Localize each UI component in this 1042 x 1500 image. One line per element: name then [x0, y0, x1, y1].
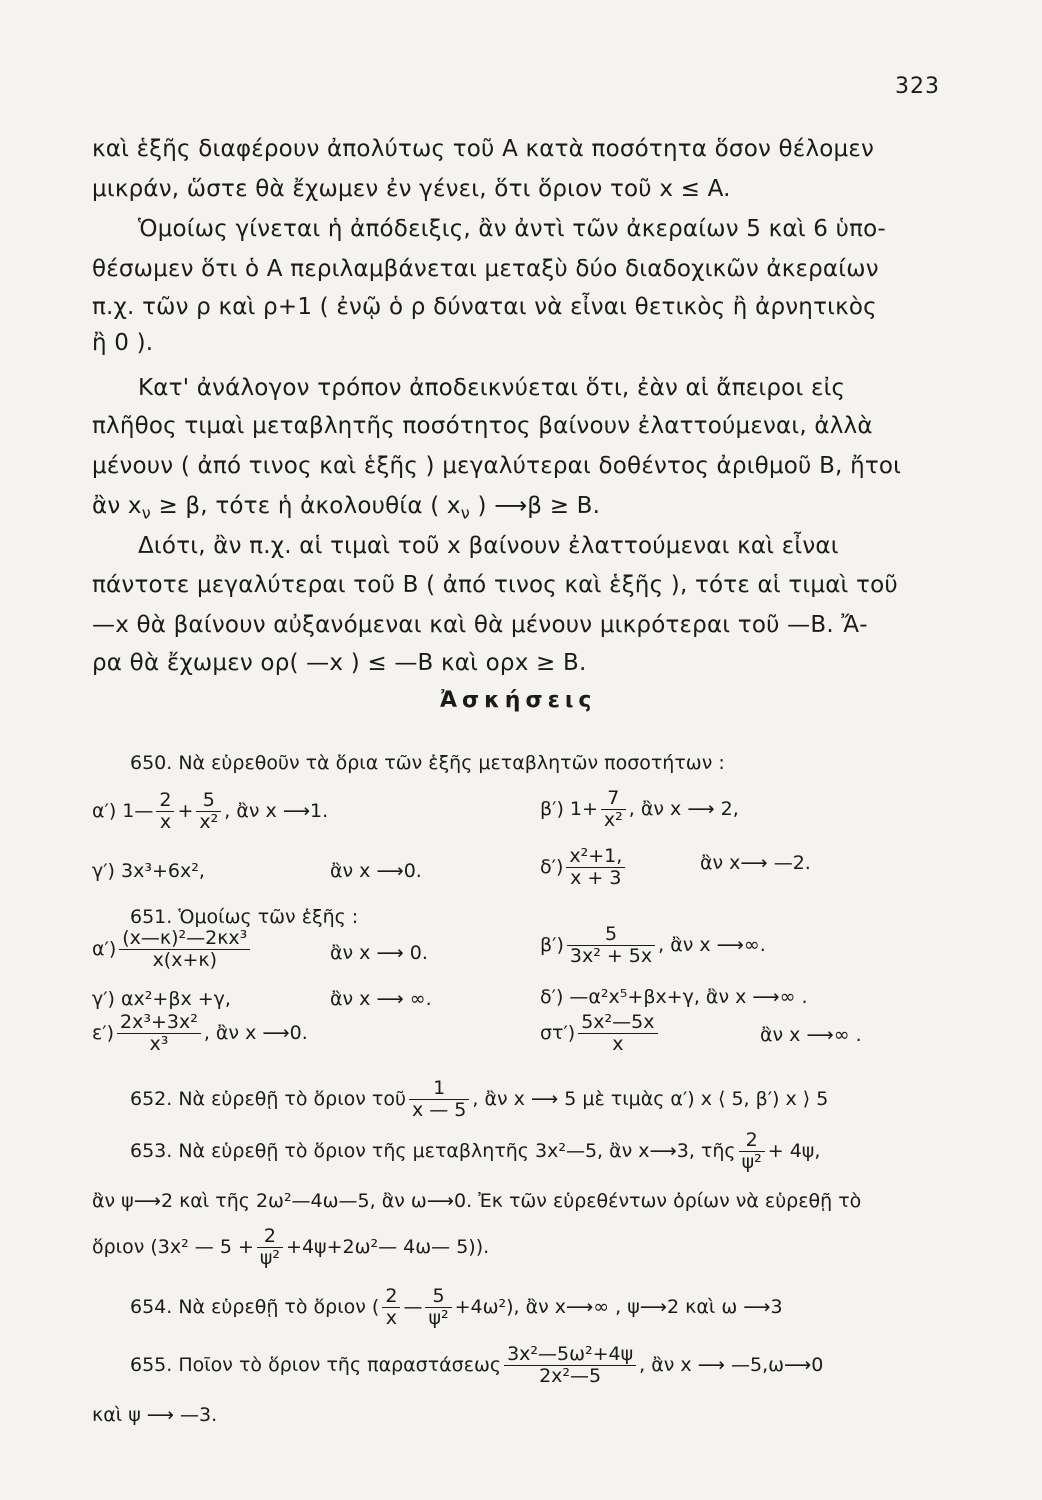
numerator: 7: [601, 788, 626, 810]
text-line: μικράν, ὥστε θὰ ἔχωμεν ἐν γένει, ὅτι ὅριον τοῦ x ≤ A.: [92, 176, 731, 202]
numerator: 5: [567, 924, 655, 946]
numerator: 5x²—5x: [578, 1012, 657, 1034]
exercise-651-e: [92, 1012, 308, 1055]
exercise-651-d: δ′) —α²x⁵+βx+γ, ἂν x ⟶∞ .: [540, 986, 808, 1008]
operator: —: [403, 1295, 423, 1318]
text-line: ἢ 0 ).: [92, 330, 154, 356]
exercise-650-d-cond: ἂν x⟶ —2.: [700, 852, 811, 874]
text-fragment: + 4ψ,: [767, 1139, 821, 1162]
numerator: 2: [382, 1286, 400, 1308]
text-fragment: 653. Νὰ εὑρεθῇ τὸ ὅριον τῆς μεταβλητῆς 3x²—5, ἂν x⟶3, τῆς: [130, 1139, 736, 1162]
exercise-651-title: 651. Ὁμοίως τῶν ἑξῆς :: [130, 906, 359, 928]
label: στ′): [540, 1021, 576, 1044]
text-line: [92, 493, 600, 523]
text-fragment: ἂν x: [92, 493, 142, 519]
label: α′) 1—: [92, 799, 154, 822]
denominator: x + 3: [570, 866, 622, 889]
numerator: 2: [257, 1226, 283, 1248]
label: ε′): [92, 1021, 114, 1044]
text-line: Ὁμοίως γίνεται ἡ ἀπόδειξις, ἂν ἀντὶ τῶν ἀκεραίων 5 καὶ 6 ὑπο-: [138, 216, 886, 242]
exercise-651-a: [92, 928, 253, 971]
subscript: ν: [460, 503, 470, 523]
label: α′): [92, 937, 117, 960]
fraction: [566, 846, 625, 889]
exercise-652: [130, 1078, 828, 1121]
text-line: Κατ' ἀνάλογον τρόπον ἀποδεικνύεται ὅτι, ἐὰν αἱ ἄπειροι εἰς: [138, 375, 846, 401]
numerator: 2: [156, 790, 174, 812]
numerator: 1: [409, 1078, 469, 1100]
text-line: π.χ. τῶν ρ καὶ ρ+1 ( ἐνῷ ὁ ρ δύναται νὰ εἶναι θετικὸς ἢ ἀρνητικὸς: [92, 294, 877, 320]
fraction: [257, 1226, 283, 1269]
label: γ′) 3x³+6x²,: [92, 860, 205, 882]
denominator: ψ²: [428, 1306, 449, 1329]
text-fragment: 654. Νὰ εὑρεθῇ τὸ ὅριον (: [130, 1295, 380, 1318]
exercise-651-c: γ′) αx²+βx +γ,: [92, 988, 231, 1010]
page-number: 323: [895, 74, 940, 99]
text-line: ρα θὰ ἔχωμεν ορ( —x ) ≤ —Β καὶ ορx ≥ Β.: [92, 650, 587, 676]
denominator: 2x²—5: [539, 1364, 602, 1387]
numerator: x²+1,: [566, 846, 625, 868]
denominator: 3x² + 5x: [569, 944, 653, 967]
numerator: 2: [739, 1130, 765, 1152]
text-fragment: ≥ β, τότε ἡ ἀκολουθία ( x: [150, 493, 461, 519]
exercise-651-f: [540, 1012, 661, 1055]
condition: , ἂν x ⟶ 2,: [628, 797, 739, 820]
text-line: μένουν ( ἀπό τινος καὶ ἑξῆς ) μεγαλύτεραι δοθέντος ἀριθμοῦ Β, ἤτοι: [92, 453, 902, 479]
exercise-655: [130, 1344, 823, 1387]
section-heading: Ἀσκήσεις: [440, 688, 597, 713]
text-line: —x θὰ βαίνουν αὐξανόμεναι καὶ θὰ μένουν μικρότεραι τοῦ —Β. Ἄ-: [92, 612, 868, 638]
exercise-651-f-cond: ἂν x ⟶∞ .: [760, 1024, 862, 1046]
exercise-653-line3: [92, 1226, 489, 1269]
numerator: 2x³+3x²: [117, 1012, 201, 1034]
fraction: [567, 924, 655, 967]
exercise-651-a-cond: ἂν x ⟶ 0.: [330, 942, 428, 964]
exercise-651-b: [540, 924, 766, 967]
exercise-651-c-cond: ἂν x ⟶ ∞.: [330, 988, 432, 1010]
exercise-650-b: [540, 788, 739, 831]
text-fragment: +4ω²), ἂν x⟶∞ , ψ⟶2 καὶ ω ⟶3: [454, 1295, 783, 1318]
text-line: πάντοτε μεγαλύτεραι τοῦ Β ( ἀπό τινος καὶ ἑξῆς ), τότε αἱ τιμαὶ τοῦ: [92, 572, 898, 598]
exercise-653-line2: ἂν ψ⟶2 καὶ τῆς 2ω²—4ω—5, ἂν ω⟶0. Ἐκ τῶν εὑρεθέντων ὁρίων νὰ εὑρεθῇ τὸ: [92, 1190, 862, 1212]
condition: , ἂν x ⟶0.: [203, 1021, 308, 1044]
fraction: [578, 1012, 657, 1055]
fraction: [156, 790, 174, 833]
label: β′): [540, 933, 564, 956]
numerator: 3x²—5ω²+4ψ: [504, 1344, 636, 1366]
exercise-650-a: [92, 790, 328, 833]
denominator: x(x+κ): [152, 948, 217, 971]
denominator: x²: [603, 808, 623, 831]
exercise-653: [130, 1130, 820, 1173]
text-line: καὶ ἑξῆς διαφέρουν ἀπολύτως τοῦ Α κατὰ ποσότητα ὅσον θέλομεν: [92, 136, 875, 162]
text-fragment: , ἂν x ⟶ 5 μὲ τιμὰς α′) x ⟨ 5, β′) x ⟩ 5: [472, 1087, 829, 1110]
fraction: [601, 788, 626, 831]
text-fragment: ) ⟶β ≥ Β.: [469, 493, 601, 519]
label: δ′): [540, 855, 564, 878]
operator: +: [177, 799, 194, 822]
denominator: ψ²: [259, 1246, 281, 1269]
numerator: 5: [425, 1286, 451, 1308]
fraction: [117, 1012, 201, 1055]
exercise-655-line2: καὶ ψ ⟶ —3.: [92, 1404, 218, 1426]
text-fragment: ὅριον (3x² — 5 +: [92, 1235, 254, 1258]
text-fragment: , ἂν x ⟶ —5,ω⟶0: [639, 1353, 824, 1376]
fraction: [739, 1130, 765, 1173]
exercise-650-d: [540, 846, 628, 889]
text-fragment: +4ψ+2ω²— 4ω— 5)).: [286, 1235, 490, 1258]
text-fragment: 652. Νὰ εὑρεθῇ τὸ ὅριον τοῦ: [130, 1087, 406, 1110]
subscript: ν: [141, 503, 151, 523]
denominator: x: [385, 1306, 398, 1329]
fraction: [119, 928, 250, 971]
text-line: θέσωμεν ὅτι ὁ Α περιλαμβάνεται μεταξὺ δύο διαδοχικῶν ἀκεραίων: [92, 256, 879, 282]
fraction: [425, 1286, 451, 1329]
fraction: [382, 1286, 400, 1329]
text-line: πλῆθος τιμαὶ μεταβλητῆς ποσότητος βαίνουν ἐλαττούμεναι, ἀλλὰ: [92, 413, 873, 439]
denominator: x²: [199, 810, 219, 833]
fraction: [196, 790, 221, 833]
exercise-650-c: [92, 860, 205, 882]
fraction: [409, 1078, 469, 1121]
exercise-654: [130, 1286, 783, 1329]
denominator: x — 5: [411, 1098, 467, 1121]
exercise-650-c-cond: ἂν x ⟶0.: [330, 860, 422, 882]
condition: , ἂν x ⟶1.: [224, 799, 329, 822]
denominator: x: [159, 810, 172, 833]
text-line: Διότι, ἂν π.χ. αἱ τιμαὶ τοῦ x βαίνουν ἐλαττούμεναι καὶ εἶναι: [138, 533, 839, 559]
denominator: x: [612, 1032, 624, 1055]
text-fragment: 655. Ποῖον τὸ ὅριον τῆς παραστάσεως: [130, 1353, 502, 1376]
numerator: 5: [196, 790, 221, 812]
denominator: ψ²: [741, 1150, 762, 1173]
numerator: (x—κ)²—2κx³: [119, 928, 250, 950]
denominator: x³: [149, 1032, 169, 1055]
exercise-650-title: 650. Νὰ εὑρεθοῦν τὰ ὅρια τῶν ἑξῆς μεταβλητῶν ποσοτήτων :: [130, 752, 725, 774]
label: β′) 1+: [540, 797, 598, 820]
condition: , ἂν x ⟶∞.: [658, 933, 766, 956]
fraction: [504, 1344, 636, 1387]
